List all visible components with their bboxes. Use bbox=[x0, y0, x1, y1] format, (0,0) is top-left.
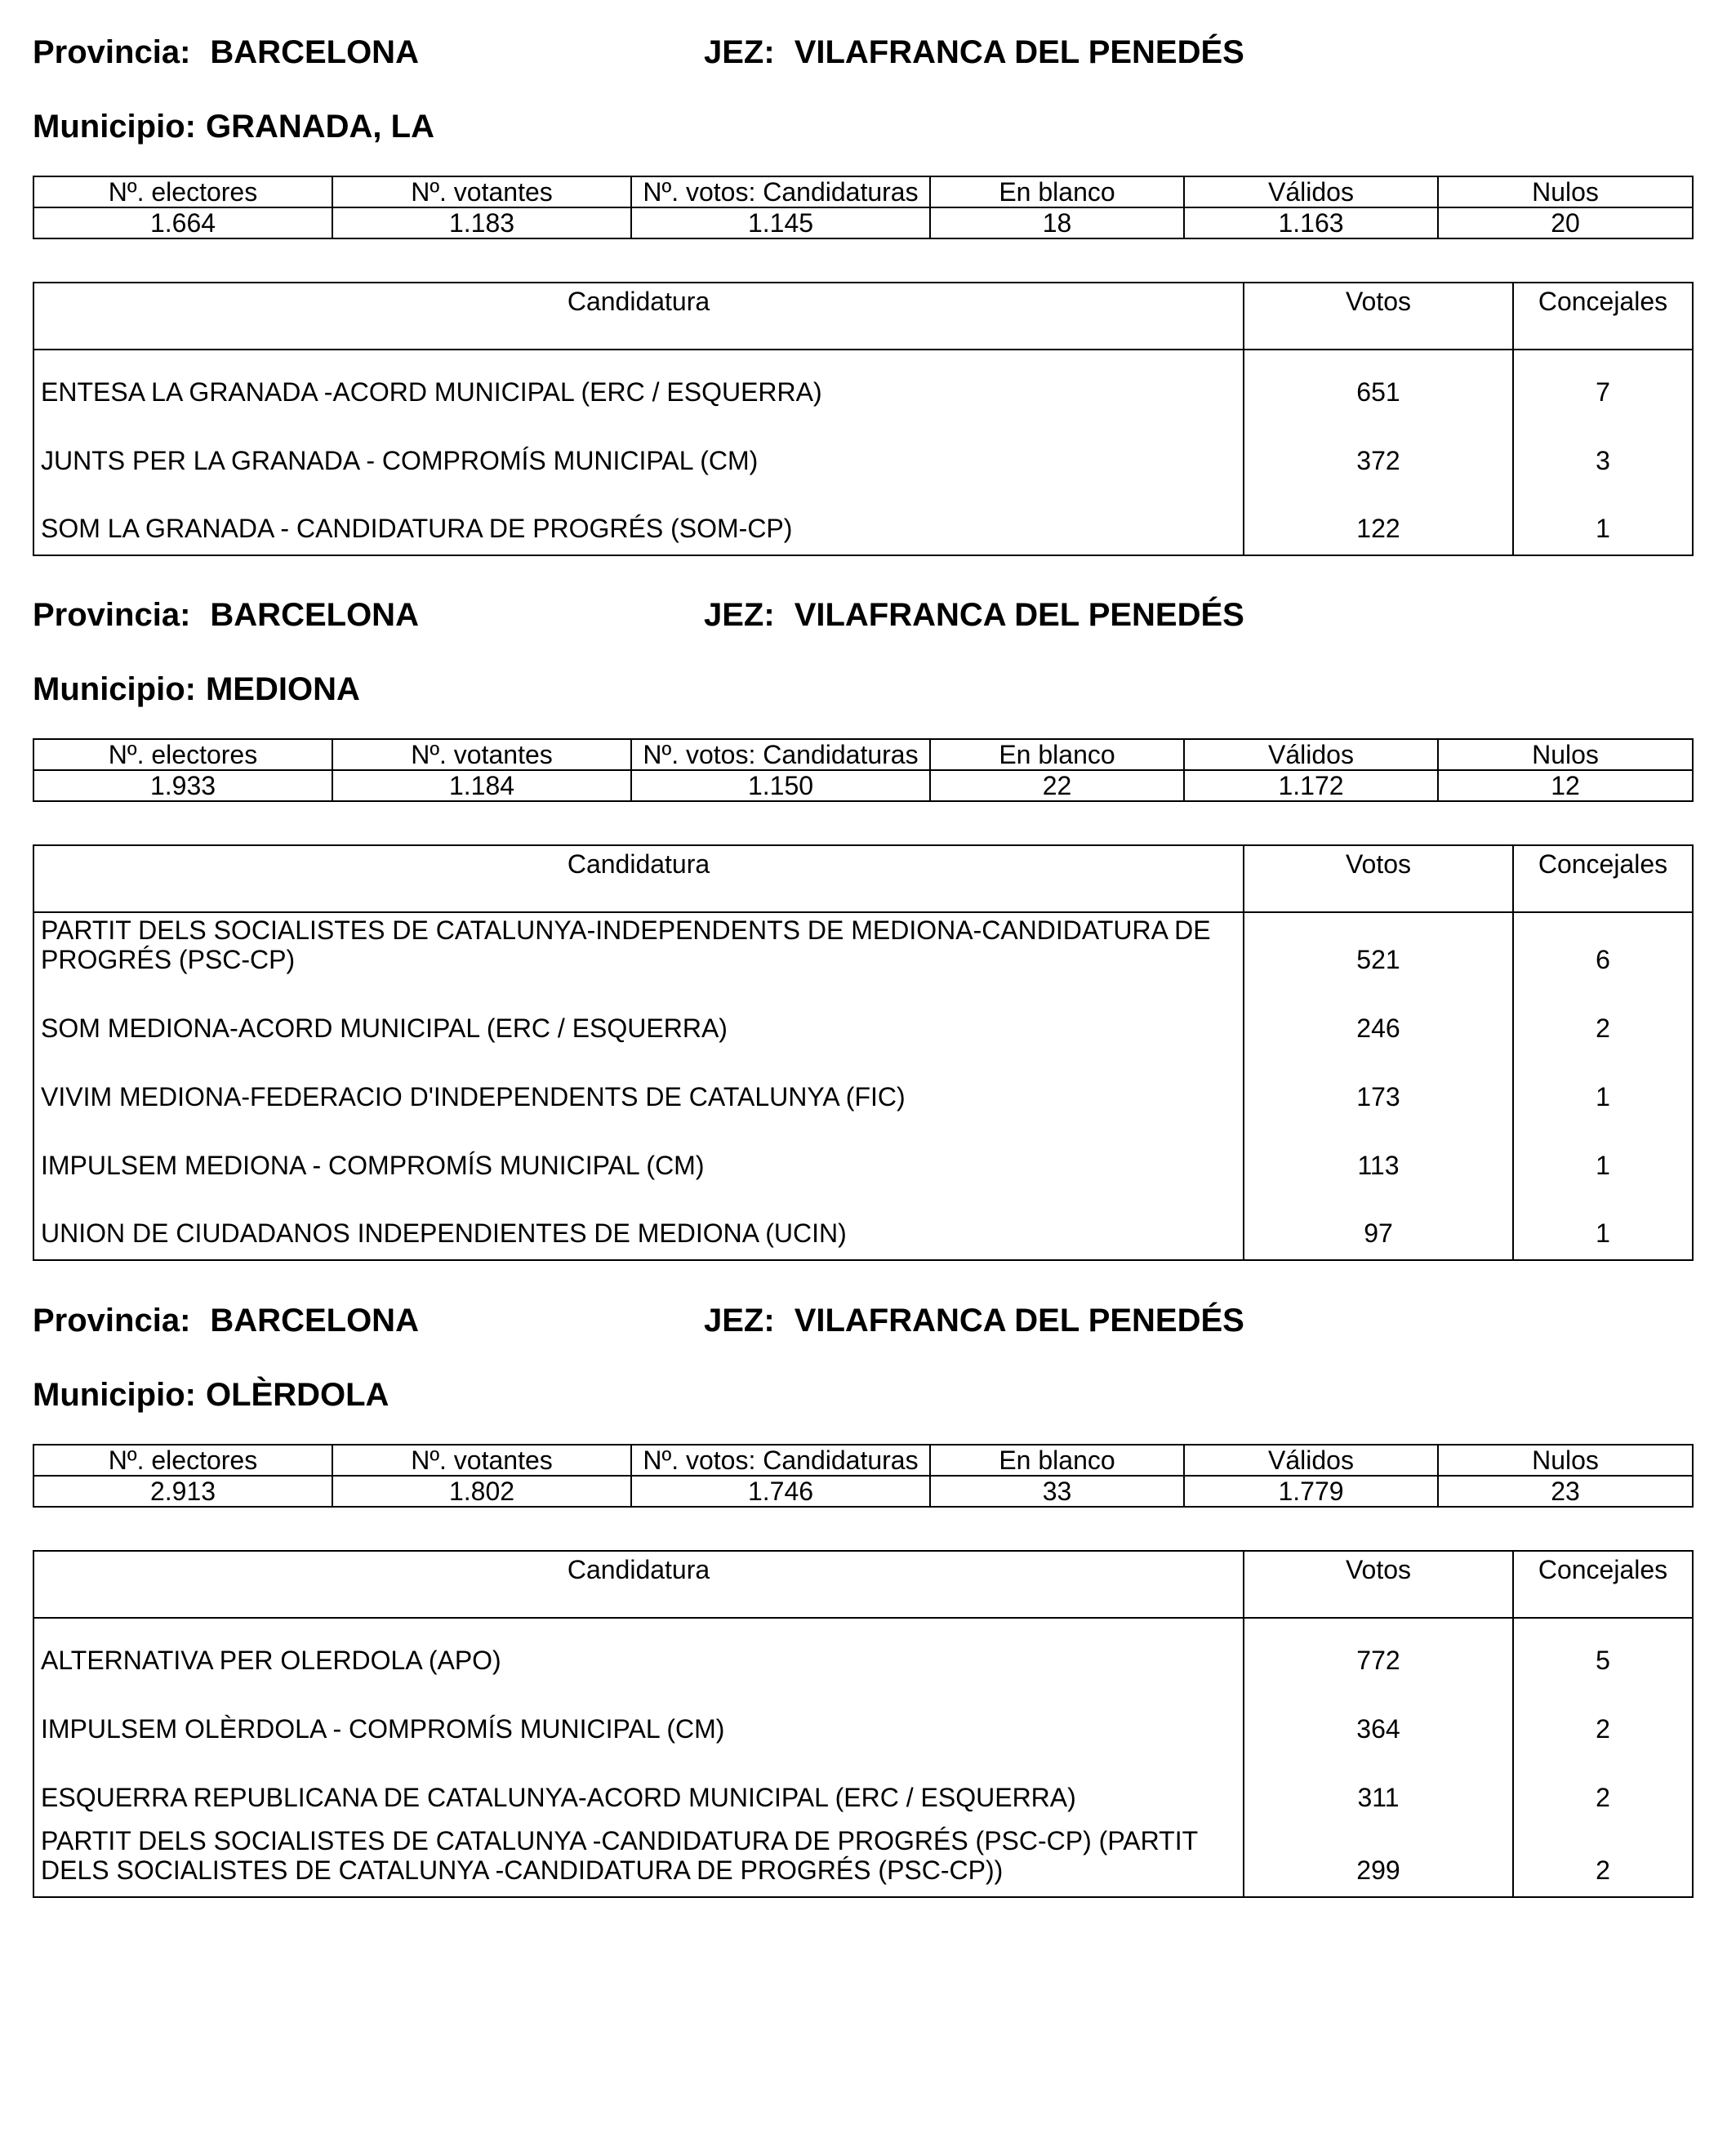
stats-votantes: 1.183 bbox=[332, 207, 631, 238]
section-olerdola bbox=[33, 1296, 1692, 1900]
cand-name: SOM LA GRANADA - CANDIDATURA DE PROGRÉS (SOM-CP) bbox=[33, 487, 1244, 555]
cand-row bbox=[33, 912, 1693, 986]
cand-header-votos: Votos bbox=[1244, 283, 1513, 350]
municipio-value: MEDIONA bbox=[205, 671, 360, 707]
cand-row bbox=[33, 1824, 1693, 1897]
stats-electores: 2.913 bbox=[33, 1476, 332, 1507]
cand-votos: 246 bbox=[1244, 986, 1513, 1054]
stats-header-validos: Válidos bbox=[1184, 1445, 1438, 1476]
jez-block bbox=[704, 590, 1244, 639]
stats-header-nulos: Nulos bbox=[1438, 1445, 1693, 1476]
cand-name: ENTESA LA GRANADA -ACORD MUNICIPAL (ERC / ESQUERRA) bbox=[33, 350, 1244, 418]
cand-name: ALTERNATIVA PER OLERDOLA (APO) bbox=[33, 1618, 1244, 1686]
stats-nulos: 20 bbox=[1438, 207, 1693, 238]
cand-concejales: 1 bbox=[1513, 1123, 1693, 1192]
cand-concejales: 2 bbox=[1513, 1686, 1693, 1755]
provincia-value: BARCELONA bbox=[210, 34, 419, 70]
stats-header-row bbox=[33, 739, 1693, 770]
stats-header-votos-candidaturas: Nº. votos: Candidaturas bbox=[631, 1445, 930, 1476]
cand-row bbox=[33, 1054, 1693, 1123]
municipio-label: Municipio: bbox=[33, 1377, 196, 1413]
cand-header-row bbox=[33, 1551, 1693, 1618]
stats-nulos: 12 bbox=[1438, 770, 1693, 801]
stats-en-blanco: 22 bbox=[930, 770, 1184, 801]
cand-name: IMPULSEM OLÈRDOLA - COMPROMÍS MUNICIPAL (CM) bbox=[33, 1686, 1244, 1755]
stats-header-validos: Válidos bbox=[1184, 176, 1438, 207]
stats-votos-candidaturas: 1.746 bbox=[631, 1476, 930, 1507]
stats-validos: 1.163 bbox=[1184, 207, 1438, 238]
cand-name: IMPULSEM MEDIONA - COMPROMÍS MUNICIPAL (CM) bbox=[33, 1123, 1244, 1192]
stats-votantes: 1.184 bbox=[332, 770, 631, 801]
cand-concejales: 2 bbox=[1513, 1824, 1693, 1897]
cand-votos: 651 bbox=[1244, 350, 1513, 418]
cand-concejales: 7 bbox=[1513, 350, 1693, 418]
cand-row bbox=[33, 1686, 1693, 1755]
cand-header-concejales: Concejales bbox=[1513, 845, 1693, 912]
cand-votos: 521 bbox=[1244, 912, 1513, 986]
section-header bbox=[33, 590, 1692, 639]
cand-votos: 173 bbox=[1244, 1054, 1513, 1123]
stats-electores: 1.933 bbox=[33, 770, 332, 801]
jez-label: JEZ: bbox=[704, 597, 775, 633]
stats-value-row bbox=[33, 207, 1693, 238]
cand-concejales: 6 bbox=[1513, 912, 1693, 986]
cand-row bbox=[33, 418, 1693, 487]
stats-header-en-blanco: En blanco bbox=[930, 739, 1184, 770]
stats-table bbox=[33, 1444, 1694, 1508]
cand-header-candidatura: Candidatura bbox=[33, 1551, 1244, 1618]
candidaturas-table bbox=[33, 282, 1694, 556]
stats-header-votos-candidaturas: Nº. votos: Candidaturas bbox=[631, 176, 930, 207]
section-header bbox=[33, 28, 1692, 77]
cand-header-candidatura: Candidatura bbox=[33, 845, 1244, 912]
cand-votos: 113 bbox=[1244, 1123, 1513, 1192]
candidaturas-table bbox=[33, 1550, 1694, 1898]
cand-votos: 97 bbox=[1244, 1192, 1513, 1260]
municipio-heading bbox=[33, 1370, 389, 1419]
cand-concejales: 3 bbox=[1513, 418, 1693, 487]
jez-label: JEZ: bbox=[704, 1303, 775, 1339]
provincia-label: Provincia: bbox=[33, 34, 191, 70]
cand-concejales: 2 bbox=[1513, 986, 1693, 1054]
cand-header-votos: Votos bbox=[1244, 1551, 1513, 1618]
stats-header-electores: Nº. electores bbox=[33, 1445, 332, 1476]
cand-row bbox=[33, 986, 1693, 1054]
municipio-value: GRANADA, LA bbox=[205, 109, 434, 145]
stats-header-electores: Nº. electores bbox=[33, 739, 332, 770]
cand-votos: 372 bbox=[1244, 418, 1513, 487]
stats-header-nulos: Nulos bbox=[1438, 176, 1693, 207]
cand-row bbox=[33, 1123, 1693, 1192]
stats-nulos: 23 bbox=[1438, 1476, 1693, 1507]
municipio-label: Municipio: bbox=[33, 109, 196, 145]
cand-row bbox=[33, 1192, 1693, 1260]
stats-value-row bbox=[33, 1476, 1693, 1507]
cand-name: ESQUERRA REPUBLICANA DE CATALUNYA-ACORD MUNICIPAL (ERC / ESQUERRA) bbox=[33, 1755, 1244, 1824]
cand-votos: 364 bbox=[1244, 1686, 1513, 1755]
cand-name: JUNTS PER LA GRANADA - COMPROMÍS MUNICIPAL (CM) bbox=[33, 418, 1244, 487]
stats-header-votos-candidaturas: Nº. votos: Candidaturas bbox=[631, 739, 930, 770]
stats-header-electores: Nº. electores bbox=[33, 176, 332, 207]
cand-row bbox=[33, 1618, 1693, 1686]
municipio-heading bbox=[33, 102, 434, 151]
stats-electores: 1.664 bbox=[33, 207, 332, 238]
stats-header-en-blanco: En blanco bbox=[930, 176, 1184, 207]
cand-row bbox=[33, 350, 1693, 418]
stats-votantes: 1.802 bbox=[332, 1476, 631, 1507]
stats-table bbox=[33, 176, 1694, 239]
cand-concejales: 2 bbox=[1513, 1755, 1693, 1824]
stats-header-row bbox=[33, 1445, 1693, 1476]
cand-header-concejales: Concejales bbox=[1513, 283, 1693, 350]
stats-header-validos: Válidos bbox=[1184, 739, 1438, 770]
cand-concejales: 1 bbox=[1513, 1054, 1693, 1123]
candidaturas-table bbox=[33, 844, 1694, 1261]
stats-header-votantes: Nº. votantes bbox=[332, 739, 631, 770]
provincia-value: BARCELONA bbox=[210, 597, 419, 633]
cand-name: SOM MEDIONA-ACORD MUNICIPAL (ERC / ESQUERRA) bbox=[33, 986, 1244, 1054]
stats-header-votantes: Nº. votantes bbox=[332, 1445, 631, 1476]
cand-name: PARTIT DELS SOCIALISTES DE CATALUNYA-INDEPENDENTS DE MEDIONA-CANDIDATURA DE PROGRÉS (PSC-CP) bbox=[33, 912, 1244, 986]
stats-header-votantes: Nº. votantes bbox=[332, 176, 631, 207]
stats-validos: 1.172 bbox=[1184, 770, 1438, 801]
municipio-heading bbox=[33, 665, 360, 714]
cand-name: UNION DE CIUDADANOS INDEPENDIENTES DE MEDIONA (UCIN) bbox=[33, 1192, 1244, 1260]
stats-value-row bbox=[33, 770, 1693, 801]
jez-block bbox=[704, 28, 1244, 77]
provincia-block bbox=[33, 590, 419, 639]
cand-header-row bbox=[33, 845, 1693, 912]
jez-value: VILAFRANCA DEL PENEDÉS bbox=[794, 1303, 1244, 1339]
cand-votos: 311 bbox=[1244, 1755, 1513, 1824]
stats-header-en-blanco: En blanco bbox=[930, 1445, 1184, 1476]
stats-votos-candidaturas: 1.145 bbox=[631, 207, 930, 238]
cand-name: PARTIT DELS SOCIALISTES DE CATALUNYA -CANDIDATURA DE PROGRÉS (PSC-CP) (PARTIT DELS SOCIALISTES DE CATALUNYA -CANDIDATURA DE PROGRÉS (PSC-CP)) bbox=[33, 1824, 1244, 1897]
jez-value: VILAFRANCA DEL PENEDÉS bbox=[794, 597, 1244, 633]
cand-header-candidatura: Candidatura bbox=[33, 283, 1244, 350]
cand-votos: 299 bbox=[1244, 1824, 1513, 1897]
stats-table bbox=[33, 738, 1694, 802]
provincia-block bbox=[33, 1296, 419, 1345]
cand-concejales: 5 bbox=[1513, 1618, 1693, 1686]
section-header bbox=[33, 1296, 1692, 1345]
stats-en-blanco: 18 bbox=[930, 207, 1184, 238]
provincia-value: BARCELONA bbox=[210, 1303, 419, 1339]
stats-en-blanco: 33 bbox=[930, 1476, 1184, 1507]
jez-label: JEZ: bbox=[704, 34, 775, 70]
municipio-label: Municipio: bbox=[33, 671, 196, 707]
cand-header-concejales: Concejales bbox=[1513, 1551, 1693, 1618]
provincia-label: Provincia: bbox=[33, 597, 191, 633]
cand-header-row bbox=[33, 283, 1693, 350]
jez-value: VILAFRANCA DEL PENEDÉS bbox=[794, 34, 1244, 70]
cand-concejales: 1 bbox=[1513, 1192, 1693, 1260]
section-mediona bbox=[33, 590, 1692, 1260]
jez-block bbox=[704, 1296, 1244, 1345]
cand-header-votos: Votos bbox=[1244, 845, 1513, 912]
stats-votos-candidaturas: 1.150 bbox=[631, 770, 930, 801]
provincia-label: Provincia: bbox=[33, 1303, 191, 1339]
stats-header-row bbox=[33, 176, 1693, 207]
cand-votos: 772 bbox=[1244, 1618, 1513, 1686]
cand-row bbox=[33, 487, 1693, 555]
cand-name: VIVIM MEDIONA-FEDERACIO D'INDEPENDENTS DE CATALUNYA (FIC) bbox=[33, 1054, 1244, 1123]
cand-row bbox=[33, 1755, 1693, 1824]
provincia-block bbox=[33, 28, 419, 77]
municipio-value: OLÈRDOLA bbox=[205, 1377, 389, 1413]
stats-validos: 1.779 bbox=[1184, 1476, 1438, 1507]
cand-votos: 122 bbox=[1244, 487, 1513, 555]
cand-concejales: 1 bbox=[1513, 487, 1693, 555]
section-granada bbox=[33, 28, 1692, 550]
stats-header-nulos: Nulos bbox=[1438, 739, 1693, 770]
